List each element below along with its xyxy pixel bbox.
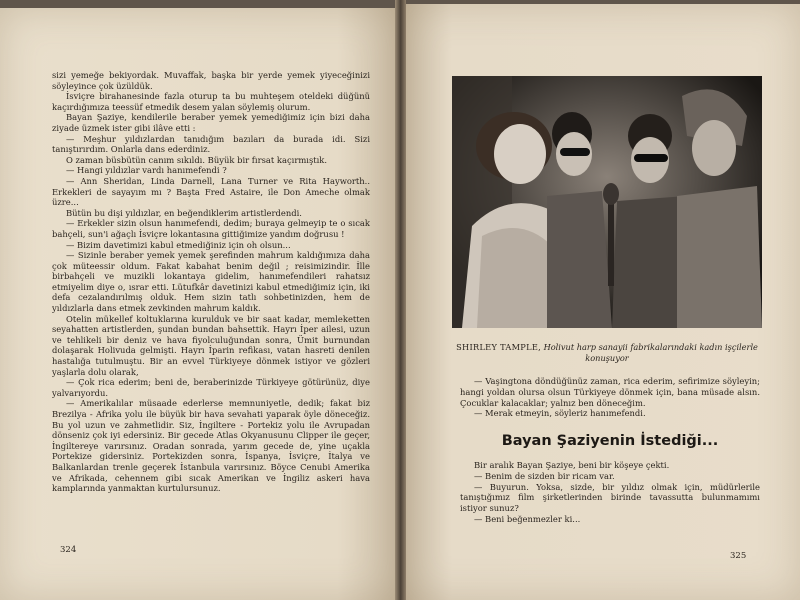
paragraph: — Meşhur yıldızlardan tanıdığım bazıları da burada idi. Sizi tanıştırırdım. Onlarla dans ederdiniz. — [52, 133, 370, 155]
paragraph: Otelin mükellef koltuklarına kurulduk ve bir saat kadar, memleketten seyahatten artistlerden, şundan bundan bahsettik. Hayrı İper ailesi, uzun ve tehlikeli bir deniz ve hava fiyolculuğundan sonra, Ümit burnundan dolaşarak Holivuda gelmişti. Hayrı İparin refikası, vatan hasreti denilen hastalığa tutulmuştu. Bir an evvel Türkiyeye dönmek istiyor ve gözleri yaşlarla dolu olarak, — [52, 313, 370, 377]
paragraph: — Beni beğenmezler ki... — [474, 513, 581, 524]
paragraph: Bütün bu dişi yıldızlar, en beğendiklerim artistlerdendi. — [66, 207, 302, 218]
right-page-text-bottom — [460, 460, 760, 525]
paragraph: — Vaşingtona döndüğünüz zaman, rica ederim, sefirimize söyleyin; hangi yoldan olursa olsun Türkiyeye dönmek için, bana müsade alsın. Çocuklar kalacaklar; yalnız ben döneceğim. — [460, 376, 760, 408]
right-page-text-top — [460, 376, 760, 419]
paragraph: sizi yemeğe bekiyordak. Muvaffak, başka bir yerde yemek yiyeceğinizi söyleyince çok üzüldük. — [52, 70, 370, 91]
paragraph: — Amerikalılar müsaade ederlerse memnuniyetle, dedik; fakat biz Brezilya - Afrika yolu ile büyük bir hava sevahati yaparak öyle döneceğiz. Bu yol uzun ve zahmetlidir. Siz, İngiltere - Portekiz yolu ile Avrupadan dönseniz çok iyi edersiniz. Bir gecede Atlas Okyanusunu Clipper ile geçer, İngiltereye varırsınız. Oradan sonrada, yarım gecede de, yine uçakla Portekize gidersiniz. Portekizden sonra, İspanya, İsviçre, İtalya ve Balkanlardan trenle geçerek İstanbula varırsınız. Böyce Cenubi Amerika ve Afrikada, cehennem gibi sıcak Amerikan ve İngiliz askeri hava kamplarında yanmaktan kurtulursunuz. — [52, 398, 370, 494]
paragraph: — Çok rica ederim; beni de, beraberinizde Türkiyeye götürünüz, diye yalvarıyordu. — [52, 377, 370, 398]
paragraph: — Erkekler sizin olsun hanımefendi, dedim; buraya gelmeyip te o sıcak bahçeli, sun'i ağaçlı İsviçre lokantasına gittiğimize yandım doğrusu ! — [52, 218, 370, 239]
photo-illustration — [452, 76, 762, 328]
paragraph: — Benim de sizden bir ricam var. — [474, 470, 615, 481]
left-page-number: 324 — [60, 545, 77, 555]
paragraph: Bayan Şaziye, kendilerile beraber yemek yemediğimiz için bizi daha ziyade üzmek ister gibi ilâve etti : — [52, 112, 370, 133]
left-page-text — [52, 70, 370, 494]
photo-shirley-temple — [452, 76, 762, 328]
paragraph: İsviçre birahanesinde fazla oturup ta bu muhteşem oteldeki düğünü kaçırdığımıza teessüf etmedik desem yalan söylemiş olurum. — [52, 91, 370, 112]
paragraph: O zaman büsbütün canım sıkıldı. Büyük bir fırsat kaçırmıştık. — [66, 154, 328, 165]
book-gutter — [395, 0, 406, 600]
paragraph: — Sizinle beraber yemek yemek şerefinden mahrum kaldığımıza daha çok müteessir oldum. Fakat kabahat benim değil ; reisimizindir. İlle birbahçeli ve muzikli lokantaya gidelim, hanımefendileri rahatsız etmiyelim diye o, ısrar etti. Lütufkâr davetinizi kabul etmediğimiz için, iki defa cezalandırılmış olduk. Hem sizin tatlı sohbetinizden, hem de yıldızlarla dans etmek zevkinden mahrum kaldık. — [52, 250, 370, 314]
photo-caption — [452, 342, 762, 364]
paragraph: — Merak etmeyin, söyleriz hanımefendi. — [474, 408, 646, 419]
paragraph: — Buyurun. Yoksa, sizde, bir yıldız olmak için, müdürlerile tanıştığımız film şirketlerinden birinde tavassutta bulunmamımı istiyor sunuz? — [460, 481, 760, 514]
paragraph: — Ann Sheridan, Linda Darnell, Lana Turner ve Rita Hayworth.. Erkekleri de sayayım mı ? Başta Fred Astaire, ile Don Ameche olmak üzre... — [52, 175, 370, 208]
section-heading: Bayan Şaziyenin İstediği... — [501, 433, 719, 449]
paragraph: Bir aralık Bayan Şaziye, beni bir köşeye çekti. — [474, 460, 670, 470]
right-page-number: 325 — [730, 551, 747, 561]
caption-text: Holivut harp sanayii fabrikalarındaki kadın işçilerle konuşuyor — [543, 342, 758, 363]
caption-name: SHIRLEY TAMPLE, — [456, 342, 541, 352]
paragraph: — Hangi yıldızlar vardı hanımefendi ? — [66, 165, 227, 176]
paragraph: — Bizim davetimizi kabul etmediğiniz için oh olsun... — [66, 239, 291, 250]
